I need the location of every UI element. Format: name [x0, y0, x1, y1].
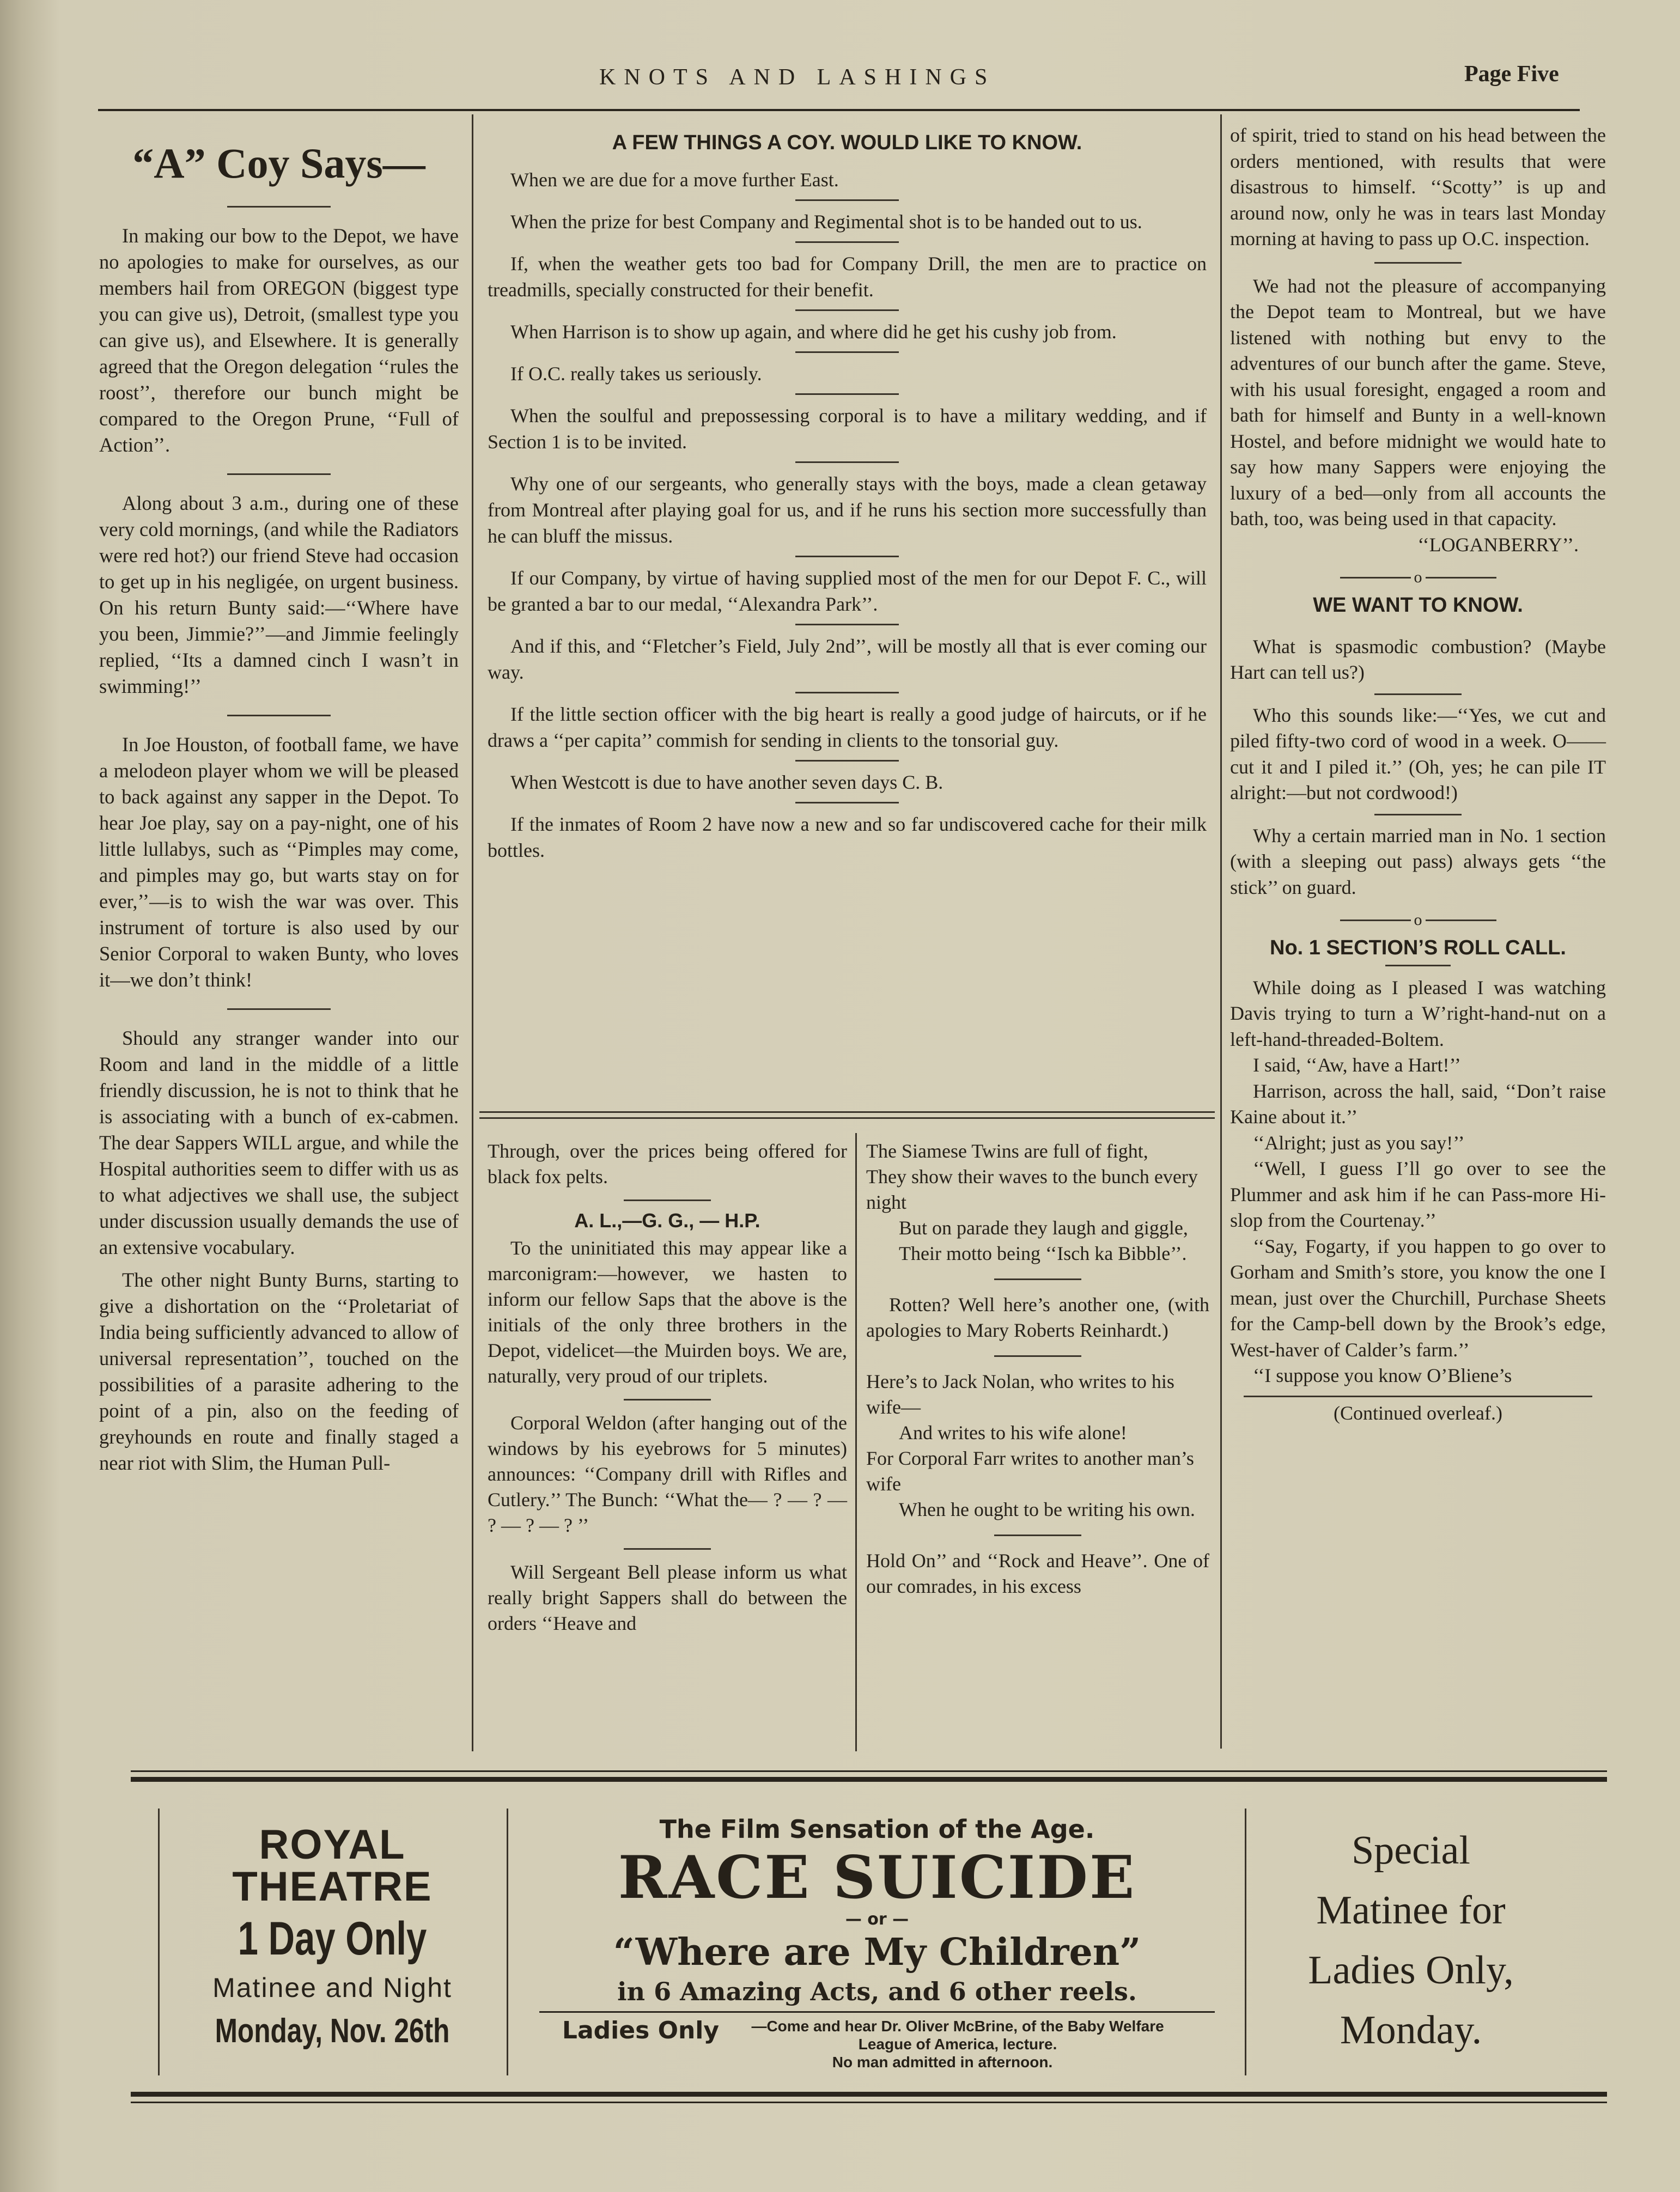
heading-a-coy-says: “A” Coy Says— — [132, 139, 425, 187]
paragraph: Along about 3 a.m., during one of these very cold mornings, (and while the Radiators were red hot?) our friend Steve had occasion to get up in his negligée, on urgent business. On his return Bunty said:—‘‘Where have you been, Jimmie?’’—and Jimmie feelingly replied, ‘‘Its a damned cinch I wasn’t in swimming!’’ — [99, 492, 459, 697]
column-divider-2 — [1220, 114, 1222, 1749]
paragraph: ‘‘Alright; just as you say!’’ — [1253, 1131, 1465, 1154]
ad-acts: in 6 Amazing Acts, and 6 other reels. — [617, 1977, 1137, 2006]
divider — [795, 309, 899, 311]
ad-tagline: The Film Sensation of the Age. — [659, 1815, 1095, 1844]
paragraph: Hold On’’ and ‘‘Rock and Heave’’. One of our comrades, in his excess — [866, 1550, 1209, 1597]
divider — [795, 692, 899, 693]
ad-film — [518, 1809, 1237, 2072]
list-item: When Harrison is to show up again, and where did he get his cushy job from. — [510, 321, 1117, 343]
ad-no-man: No man admitted in afternoon. — [832, 2054, 1053, 2071]
verse-line: But on parade they laugh and giggle, — [899, 1217, 1188, 1239]
list-item: When we are due for a move further East. — [510, 169, 839, 191]
list-item: When Westcott is due to have another seven days C. B. — [510, 771, 944, 793]
column-few-things — [488, 125, 1207, 870]
ornament: o — [1414, 911, 1422, 929]
ad-lecture-note: —Come and hear Dr. Oliver McBrine, of the Baby Welfare League of America, lecture. — [751, 2018, 1164, 2053]
ad-top-rule — [131, 1770, 1607, 1782]
ad-ladies-row — [518, 2017, 1237, 2053]
divider — [795, 393, 899, 395]
ad-divider-2 — [1245, 1809, 1246, 2075]
ad-special: Special — [1352, 1828, 1470, 1873]
ad-royal: ROYAL — [259, 1822, 406, 1868]
signature-loganberry: ‘‘LOGANBERRY’’. — [1417, 533, 1579, 556]
ad-or: — or — — [845, 1910, 909, 1929]
divider — [795, 241, 899, 243]
column-want-to-know — [1230, 123, 1606, 1426]
continued-rule — [1244, 1396, 1592, 1397]
ad-monday: Monday. — [1340, 2008, 1482, 2053]
divider — [795, 556, 899, 557]
ad-theatre-word: THEATRE — [232, 1864, 433, 1910]
paragraph: of spirit, tried to stand on his head between the orders mentioned, with results that were disastrous to himself. ‘‘Scotty’’ is up and around now, only he was in tears last Monday morning at having to pass up O.C. inspection. — [1230, 124, 1606, 249]
divider — [624, 1548, 711, 1550]
divider — [795, 624, 899, 625]
ad-race-suicide: RACE SUICIDE — [618, 1843, 1136, 1912]
divider — [227, 715, 331, 716]
section-double-rule — [479, 1111, 1215, 1119]
paragraph: ‘‘I suppose you know O’Bliene’s — [1253, 1365, 1512, 1386]
list-item: When the prize for best Company and Regimental shot is to be handed out to us. — [510, 211, 1142, 233]
masthead-title: KNOTS AND LASHINGS — [599, 65, 996, 90]
ad-where-are-my-children: “Where are My Children” — [613, 1931, 1141, 1974]
column-a-coy-says — [99, 125, 459, 1483]
divider — [227, 1008, 331, 1010]
ornament-rule — [1230, 568, 1606, 586]
ad-inner-rule — [539, 2011, 1215, 2013]
divider — [624, 1199, 711, 1201]
ad-border-left — [158, 1809, 160, 2075]
ad-box — [158, 1809, 1569, 2075]
paragraph: Through, over the prices being offered for black fox pelts. — [488, 1140, 847, 1188]
ad-one-day: 1 Day Only — [238, 1913, 427, 1965]
list-item: Who this sounds like:—‘‘Yes, we cut and piled fifty-two cord of wood in a week. O—— cut it and I piled it.’’ (Oh, yes; he can pile IT alright:—but not cordwood!) — [1230, 704, 1606, 803]
divider — [227, 206, 331, 208]
paragraph: Harrison, across the hall, said, ‘‘Don’t raise Kaine about it.’’ — [1230, 1080, 1606, 1128]
verse-line: Their motto being ‘‘Isch ka Bibble’’. — [899, 1243, 1187, 1264]
list-item: If our Company, by virtue of having supplied most of the men for our Depot F. C., will be granted a bar to our medal, ‘‘Alexandra Park’’. — [488, 567, 1207, 615]
verse-line: They show their waves to the bunch every night — [866, 1166, 1198, 1213]
list-item: If, when the weather gets too bad for Company Drill, the men are to practice on treadmills, specially constructed for their benefit. — [488, 253, 1207, 301]
subheading-initials: A. L.,—G. G., — H.P. — [574, 1209, 760, 1232]
column-verses — [866, 1138, 1209, 1599]
divider — [994, 1355, 1081, 1357]
heading-few-things: A FEW THINGS A COY. WOULD LIKE TO KNOW. — [612, 131, 1082, 154]
divider — [624, 1399, 711, 1401]
ad-special-matinee — [1253, 1809, 1569, 2060]
ad-matinee-night: Matinee and Night — [212, 1972, 452, 2003]
ad-ladies-only: Ladies Only — [562, 2017, 720, 2044]
ad-ladies-only-right: Ladies Only, — [1308, 1948, 1514, 1993]
paragraph: Rotten? Well here’s another one, (with apologies to Mary Roberts Reinhardt.) — [866, 1294, 1209, 1341]
header-rule — [98, 109, 1580, 111]
divider — [1374, 814, 1462, 815]
paragraph: Corporal Weldon (after hanging out of the windows by his eyebrows for 5 minutes) announces: ‘‘Company drill with Rifles and Cutlery.’’ The Bunch: ‘‘What the— ? — ? — ? — ? — ? ’’ — [488, 1412, 847, 1536]
list-item: If O.C. really takes us seriously. — [510, 363, 762, 385]
verse-line: When he ought to be writing his own. — [899, 1499, 1195, 1520]
divider — [994, 1278, 1081, 1280]
paragraph: Should any stranger wander into our Room and land in the middle of a little friendly discussion, he is not to think that he is associating with a bunch of ex-cabmen. The dear Sappers WILL argue, and while the Hospital authorities seem to differ with us as to what adjectives we shall use, the subject under discussion usually demands the use of an extensive vocabulary. — [99, 1027, 459, 1258]
divider — [795, 760, 899, 762]
paragraph: In making our bow to the Depot, we have no apologies to make for ourselves, as our members hail from OREGON (biggest type you can give us), Detroit, (smallest type you can give us), and Elsewhere. It is generally agreed that the Oregon delegation ‘‘rules the roost’’, therefore our bunch might be compared to the Oregon Prune, ‘‘Full of Action’’. — [99, 224, 459, 456]
verse-line: The Siamese Twins are full of fight, — [866, 1140, 1148, 1162]
ad-date: Monday, Nov. 26th — [215, 2012, 450, 2050]
divider — [994, 1535, 1081, 1536]
divider — [1385, 965, 1451, 966]
divider — [1374, 262, 1462, 264]
verse-line: Here’s to Jack Nolan, who writes to his wife— — [866, 1371, 1174, 1418]
divider — [227, 473, 331, 475]
ad-theatre — [169, 1809, 496, 2056]
ornament: o — [1414, 568, 1422, 586]
column-divider-4 — [855, 1133, 857, 1751]
continued-overleaf: (Continued overleaf.) — [1334, 1402, 1502, 1424]
page-number: Page Five — [1464, 62, 1559, 87]
column-divider-1 — [472, 114, 473, 1182]
heading-we-want-to-know: WE WANT TO KNOW. — [1313, 594, 1523, 617]
column-divider-3 — [472, 1133, 473, 1751]
verse-line: And writes to his wife alone! — [899, 1422, 1127, 1444]
list-item: What is spasmodic combustion? (Maybe Hart can tell us?) — [1230, 635, 1606, 683]
divider — [1374, 693, 1462, 695]
paragraph: While doing as I pleased I was watching Davis trying to turn a W’right-hand-nut on a left-hand-threaded-Boltem. — [1230, 976, 1606, 1050]
paragraph: In Joe Houston, of football fame, we have a melodeon player whom we will be pleased to back against any sapper in the Depot. To hear Joe play, say on a pay-night, one of his little lullabys, such as ‘‘Pimples may come, and pimples may go, but warts stay on for ever,’’—is to wish the war was over. This instrument of torture is also used by our Senior Corporal to waken Bunty, who loves it—we don’t think! — [99, 733, 459, 991]
ad-bottom-rule — [131, 2092, 1607, 2103]
divider — [795, 461, 899, 463]
list-item: Why one of our sergeants, who generally stays with the boys, made a clean getaway from Montreal after playing goal for us, and if he runs his section more successfully than he can bluff the missus. — [488, 473, 1207, 547]
list-item: If the inmates of Room 2 have now a new and so far undiscovered cache for their milk bottles. — [488, 813, 1207, 861]
ad-matinee-for: Matinee for — [1316, 1888, 1506, 1933]
divider — [795, 199, 899, 201]
list-item: Why a certain married man in No. 1 section (with a sleeping out pass) always gets ‘‘the stick’’ on guard. — [1230, 824, 1606, 898]
paragraph: Will Sergeant Bell please inform us what really bright Sappers shall do between the orders ‘‘Heave and — [488, 1561, 847, 1634]
paragraph: To the uninitiated this may appear like a marconigram:—however, we hasten to inform our fellow Saps that the above is the initials of the only three brothers in the Depot, videlicet—the Muirden boys. We are, naturally, very proud of our triplets. — [488, 1237, 847, 1387]
paragraph: We had not the pleasure of accompanying the Depot team to Montreal, but we have listened with nothing but envy to the adventures of our bunch after the game. Steve, with his usual foresight, engaged a room and bath for himself and Bunty in a well-known Hostel, and before midnight we would hate to say how many Sappers were enjoying the luxury of a bed—only from all accounts the bath, too, was being used in that capacity. — [1230, 275, 1606, 529]
list-item: When the soulful and prepossessing corporal is to have a military wedding, and if Section 1 is to be invited. — [488, 405, 1207, 453]
list-item: And if this, and ‘‘Fletcher’s Field, July 2nd’’, will be mostly all that is ever coming our way. — [488, 635, 1207, 683]
paragraph: ‘‘Well, I guess I’ll go over to see the Plummer and ask him if he can Pass-more Hi-slop from the Courtenay.’’ — [1230, 1158, 1606, 1231]
paragraph: The other night Bunty Burns, starting to give a dishortation on the ‘‘Proletariat of India being sufficiently advanced to allow of universal representation’’, touched on the possibilities of a parasite adhering to the point of a pin, also on the feeding of greyhounds en route and finally staged a near riot with Slim, the Human Pull- — [99, 1269, 459, 1474]
list-item: If the little section officer with the big heart is really a good judge of haircuts, or if he draws a ‘‘per capita’’ commish for sending in clients to the tonsorial guy. — [488, 703, 1207, 751]
ad-divider-1 — [507, 1809, 508, 2075]
paragraph: ‘‘Say, Fogarty, if you happen to go over to Gorham and Smith’s store, you know the one I mean, just over the Churchill, Purchase Sheets for the Camp-bell down by the Brook’s edge, West-haver of Calder’s farm.’’ — [1230, 1235, 1606, 1361]
heading-roll-call: No. 1 SECTION’S ROLL CALL. — [1270, 936, 1566, 959]
verse-line: For Corporal Farr writes to another man’s wife — [866, 1447, 1194, 1495]
divider — [795, 351, 899, 353]
divider — [795, 802, 899, 803]
column-triplets — [488, 1138, 847, 1643]
paragraph: I said, ‘‘Aw, have a Hart!’’ — [1253, 1054, 1461, 1076]
ornament-rule — [1230, 911, 1606, 929]
